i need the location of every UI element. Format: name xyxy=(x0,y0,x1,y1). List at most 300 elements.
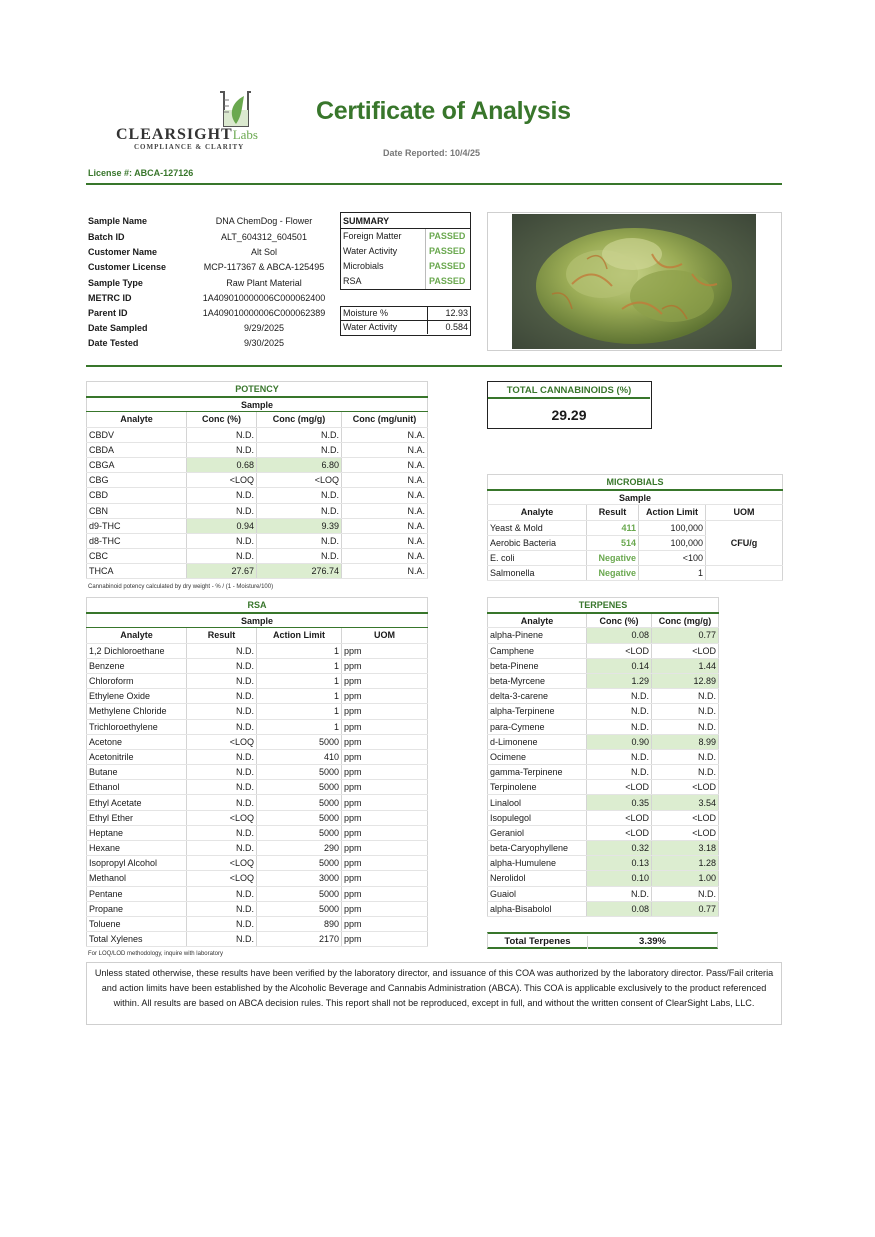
table-cell: 5000 xyxy=(257,825,342,840)
table-cell: Terpinolene xyxy=(488,780,587,795)
table-cell: 1,2 Dichloroethane xyxy=(87,643,187,658)
moisture-value: 12.93 xyxy=(445,308,468,318)
table-cell: Hexane xyxy=(87,841,187,856)
table-cell: 5000 xyxy=(257,795,342,810)
table-row xyxy=(87,932,428,947)
summary-label: Water Activity xyxy=(343,246,398,256)
company-logo xyxy=(112,88,262,154)
table-row xyxy=(488,520,783,535)
table-cell: CBDA xyxy=(87,442,187,457)
table-cell: d9-THC xyxy=(87,518,187,533)
sample-value: MCP-117367 & ABCA-125495 xyxy=(203,262,325,272)
table-cell: ppm xyxy=(342,689,428,704)
total-cannabinoids-value: 29.29 xyxy=(551,407,587,423)
table-cell: N.D. xyxy=(187,916,257,931)
table-cell: N.D. xyxy=(587,749,652,764)
table-cell: N.D. xyxy=(187,886,257,901)
rsa-table xyxy=(86,597,428,947)
table-cell: <LOD xyxy=(587,780,652,795)
rsa-subtitle: Sample xyxy=(87,613,428,628)
table-cell: Total Xylenes xyxy=(87,932,187,947)
moisture-box xyxy=(340,306,471,336)
table-cell: Acetone xyxy=(87,734,187,749)
summary-label: Foreign Matter xyxy=(343,231,402,241)
table-cell: ppm xyxy=(342,825,428,840)
table-cell: 0.90 xyxy=(587,734,652,749)
summary-status: PASSED xyxy=(429,276,466,286)
table-header-row xyxy=(87,613,428,628)
table-row xyxy=(488,810,719,825)
summary-row xyxy=(343,229,468,244)
table-cell: N.D. xyxy=(257,427,342,442)
table-cell: <LOD xyxy=(652,810,719,825)
table-cell: N.D. xyxy=(257,488,342,503)
column-header: Analyte xyxy=(488,505,587,520)
summary-row xyxy=(343,244,468,259)
table-cell: N.A. xyxy=(342,533,428,548)
table-cell: N.D. xyxy=(652,749,719,764)
sample-value: 9/29/2025 xyxy=(243,323,285,333)
table-cell: N.D. xyxy=(187,841,257,856)
moisture-label: Moisture % xyxy=(343,308,389,318)
table-cell: N.D. xyxy=(187,643,257,658)
disclaimer: Unless stated otherwise, these results have been verified by the laboratory director, and issuance of this COA was authorized by the laboratory director. Pass/Fail criteria and action limits have been established by the Alcoholic Beverage and Cannabis Administration (ABCA). This COA is applicable exclusively to the product referenced within. All results are based on ABCA decision rules. This report shall not be reproduced, except in full, and without the written consent of ClearSight Labs, LLC. xyxy=(86,962,782,1025)
table-cell: N.D. xyxy=(187,549,257,564)
column-header: UOM xyxy=(342,628,428,643)
table-row xyxy=(488,643,719,658)
table-cell: <100 xyxy=(639,550,706,565)
table-cell: Toluene xyxy=(87,916,187,931)
table-row xyxy=(488,628,719,643)
total-cannabinoids-box xyxy=(487,381,652,429)
table-cell: N.D. xyxy=(187,795,257,810)
sample-value: 9/30/2025 xyxy=(243,338,285,348)
microbials-uom: CFU/g xyxy=(706,520,783,566)
table-cell: 1 xyxy=(257,673,342,688)
table-cell: N.D. xyxy=(187,658,257,673)
table-row xyxy=(87,643,428,658)
table-cell: Ethylene Oxide xyxy=(87,689,187,704)
summary-status: PASSED xyxy=(429,246,466,256)
table-row xyxy=(87,503,428,518)
table-row xyxy=(488,856,719,871)
table-row xyxy=(488,825,719,840)
table-row xyxy=(87,825,428,840)
table-cell: <LOQ xyxy=(187,810,257,825)
table-cell: N.D. xyxy=(652,704,719,719)
table-cell: CBC xyxy=(87,549,187,564)
summary-status: PASSED xyxy=(429,231,466,241)
table-row xyxy=(488,780,719,795)
divider xyxy=(86,183,782,185)
table-cell: ppm xyxy=(342,886,428,901)
summary-row xyxy=(343,259,468,274)
table-cell: 5000 xyxy=(257,780,342,795)
table-row xyxy=(87,704,428,719)
terpenes-table xyxy=(487,597,719,917)
table-cell: <LOD xyxy=(587,810,652,825)
table-cell: 1.28 xyxy=(652,856,719,871)
sample-value: ALT_604312_604501 xyxy=(221,232,307,242)
table-cell: 890 xyxy=(257,916,342,931)
table-cell: 1 xyxy=(257,719,342,734)
table-cell: 5000 xyxy=(257,765,342,780)
table-cell xyxy=(706,566,783,581)
table-cell: N.D. xyxy=(257,533,342,548)
total-terpenes-value: 3.39% xyxy=(587,936,717,949)
column-header: Result xyxy=(587,505,639,520)
table-cell: ppm xyxy=(342,704,428,719)
column-header: Action Limit xyxy=(639,505,706,520)
table-cell: 3.18 xyxy=(652,841,719,856)
table-cell: 100,000 xyxy=(639,520,706,535)
table-cell: Geraniol xyxy=(488,825,587,840)
table-cell: beta-Pinene xyxy=(488,658,587,673)
divider xyxy=(86,365,782,367)
table-cell: 410 xyxy=(257,749,342,764)
table-row xyxy=(87,749,428,764)
table-row xyxy=(87,871,428,886)
table-cell: 3.54 xyxy=(652,795,719,810)
sample-label: Batch ID xyxy=(88,232,125,242)
table-row xyxy=(488,795,719,810)
table-cell: ppm xyxy=(342,780,428,795)
table-cell: 6.80 xyxy=(257,457,342,472)
potency-title: POTENCY xyxy=(87,382,428,397)
table-row xyxy=(87,564,428,579)
table-header-row xyxy=(488,475,783,490)
table-cell: 0.35 xyxy=(587,795,652,810)
table-cell: 514 xyxy=(587,535,639,550)
table-cell: <LOQ xyxy=(187,871,257,886)
microbials-table xyxy=(487,474,783,581)
table-cell: 5000 xyxy=(257,886,342,901)
table-cell: Propane xyxy=(87,901,187,916)
cannabis-flower-image xyxy=(512,214,756,349)
table-cell: 0.94 xyxy=(187,518,257,533)
table-cell: 276.74 xyxy=(257,564,342,579)
table-cell: N.D. xyxy=(187,442,257,457)
table-cell: N.D. xyxy=(587,704,652,719)
table-row xyxy=(488,673,719,688)
table-row xyxy=(488,704,719,719)
table-row xyxy=(87,518,428,533)
table-cell: N.A. xyxy=(342,473,428,488)
table-header-row xyxy=(488,613,719,628)
summary-label: Microbials xyxy=(343,261,384,271)
microbials-title: MICROBIALS xyxy=(488,475,783,490)
table-cell: 1.29 xyxy=(587,673,652,688)
table-cell: ppm xyxy=(342,901,428,916)
table-cell: 0.77 xyxy=(652,628,719,643)
table-row xyxy=(87,810,428,825)
table-cell: THCA xyxy=(87,564,187,579)
table-cell: E. coli xyxy=(488,550,587,565)
potency-note: Cannabinoid potency calculated by dry weight - % / (1 - Moisture/100) xyxy=(88,584,274,590)
column-header: Conc (mg/g) xyxy=(652,613,719,628)
water-activity-label: Water Activity xyxy=(343,322,398,332)
table-cell: 0.68 xyxy=(187,457,257,472)
table-cell: N.D. xyxy=(587,765,652,780)
table-row xyxy=(87,473,428,488)
column-header: Analyte xyxy=(87,412,187,427)
table-cell: N.D. xyxy=(587,689,652,704)
table-cell: N.D. xyxy=(652,886,719,901)
table-cell: ppm xyxy=(342,810,428,825)
table-row xyxy=(488,765,719,780)
table-cell: CBGA xyxy=(87,457,187,472)
table-cell: Linalool xyxy=(488,795,587,810)
logo-labs: Labs xyxy=(232,127,258,142)
table-cell: 5000 xyxy=(257,901,342,916)
table-cell: ppm xyxy=(342,719,428,734)
table-cell: ppm xyxy=(342,932,428,947)
sample-label: Sample Name xyxy=(88,216,148,226)
table-cell: N.A. xyxy=(342,564,428,579)
table-row xyxy=(87,734,428,749)
table-row xyxy=(488,886,719,901)
table-cell: N.D. xyxy=(187,427,257,442)
table-cell: 100,000 xyxy=(639,535,706,550)
table-cell: Isopropyl Alcohol xyxy=(87,856,187,871)
table-cell: N.D. xyxy=(187,825,257,840)
table-cell: Heptane xyxy=(87,825,187,840)
table-header-row xyxy=(488,490,783,505)
table-cell: 9.39 xyxy=(257,518,342,533)
table-row xyxy=(87,457,428,472)
table-cell: N.A. xyxy=(342,549,428,564)
table-cell: N.D. xyxy=(187,704,257,719)
table-cell: N.A. xyxy=(342,488,428,503)
table-cell: N.A. xyxy=(342,503,428,518)
table-row xyxy=(488,734,719,749)
table-cell: N.D. xyxy=(652,765,719,780)
table-row xyxy=(87,719,428,734)
sample-value: 1A409010000006C000062389 xyxy=(202,308,326,318)
table-cell: ppm xyxy=(342,856,428,871)
column-header: Conc (mg/g) xyxy=(257,412,342,427)
rsa-title: RSA xyxy=(87,598,428,613)
table-header-row xyxy=(87,412,428,427)
table-cell: N.D. xyxy=(587,886,652,901)
table-cell: 0.14 xyxy=(587,658,652,673)
table-cell: Ocimene xyxy=(488,749,587,764)
table-row xyxy=(488,566,783,581)
table-cell: Chloroform xyxy=(87,673,187,688)
water-activity-row xyxy=(341,321,469,335)
table-cell: Acetonitrile xyxy=(87,749,187,764)
table-row xyxy=(87,442,428,457)
table-row xyxy=(488,841,719,856)
table-cell: Ethyl Ether xyxy=(87,810,187,825)
column-header: UOM xyxy=(706,505,783,520)
terpenes-title: TERPENES xyxy=(488,598,719,613)
table-cell: N.D. xyxy=(187,932,257,947)
table-cell: <LOQ xyxy=(187,473,257,488)
table-cell: beta-Myrcene xyxy=(488,673,587,688)
table-cell: 0.10 xyxy=(587,871,652,886)
table-cell: 5000 xyxy=(257,734,342,749)
table-cell: CBDV xyxy=(87,427,187,442)
table-cell: 27.67 xyxy=(187,564,257,579)
table-cell: 1 xyxy=(257,704,342,719)
total-cannabinoids-label: TOTAL CANNABINOIDS (%) xyxy=(488,382,650,399)
table-row xyxy=(87,795,428,810)
table-cell: Isopulegol xyxy=(488,810,587,825)
table-row xyxy=(488,901,719,916)
table-cell: beta-Caryophyllene xyxy=(488,841,587,856)
table-cell: N.D. xyxy=(187,719,257,734)
table-cell: <LOD xyxy=(587,825,652,840)
table-cell: alpha-Terpinene xyxy=(488,704,587,719)
table-cell: ppm xyxy=(342,765,428,780)
table-row xyxy=(488,871,719,886)
sample-photo xyxy=(512,214,756,349)
table-cell: Butane xyxy=(87,765,187,780)
table-header-row xyxy=(87,382,428,397)
table-cell: ppm xyxy=(342,871,428,886)
table-row xyxy=(87,886,428,901)
table-cell: N.A. xyxy=(342,457,428,472)
table-cell: N.D. xyxy=(187,533,257,548)
table-cell: Pentane xyxy=(87,886,187,901)
table-cell: N.D. xyxy=(187,749,257,764)
column-header: Conc (%) xyxy=(587,613,652,628)
column-header: Conc (mg/unit) xyxy=(342,412,428,427)
table-row xyxy=(488,658,719,673)
column-header: Result xyxy=(187,628,257,643)
table-cell: 2170 xyxy=(257,932,342,947)
table-row xyxy=(87,673,428,688)
summary-row xyxy=(343,274,468,289)
table-cell: N.A. xyxy=(342,442,428,457)
table-cell: Salmonella xyxy=(488,566,587,581)
page-title: Certificate of Analysis xyxy=(316,97,571,125)
table-cell: 0.08 xyxy=(587,901,652,916)
table-cell: N.A. xyxy=(342,427,428,442)
column-header: Conc (%) xyxy=(187,412,257,427)
table-cell: N.D. xyxy=(257,549,342,564)
table-cell: para-Cymene xyxy=(488,719,587,734)
logo-name: CLEARSIGHT xyxy=(116,126,233,143)
table-cell: N.D. xyxy=(187,901,257,916)
table-cell: N.D. xyxy=(187,689,257,704)
table-row xyxy=(87,765,428,780)
table-row xyxy=(87,533,428,548)
table-cell: N.A. xyxy=(342,518,428,533)
table-cell: N.D. xyxy=(257,503,342,518)
table-cell: 5000 xyxy=(257,856,342,871)
table-cell: 0.77 xyxy=(652,901,719,916)
table-cell: Ethyl Acetate xyxy=(87,795,187,810)
sample-value: Raw Plant Material xyxy=(226,278,302,288)
microbials-subtitle: Sample xyxy=(488,490,783,505)
table-cell: <LOD xyxy=(652,825,719,840)
table-row xyxy=(87,488,428,503)
table-cell: 0.32 xyxy=(587,841,652,856)
table-cell: Benzene xyxy=(87,658,187,673)
table-cell: Camphene xyxy=(488,643,587,658)
table-cell: Ethanol xyxy=(87,780,187,795)
table-cell: <LOQ xyxy=(187,856,257,871)
table-row xyxy=(87,549,428,564)
table-cell: Aerobic Bacteria xyxy=(488,535,587,550)
table-cell: alpha-Pinene xyxy=(488,628,587,643)
total-terpenes-box xyxy=(487,932,718,949)
table-cell: 1 xyxy=(257,689,342,704)
column-header: Analyte xyxy=(87,628,187,643)
table-cell: 8.99 xyxy=(652,734,719,749)
beaker-icon xyxy=(218,90,252,130)
logo-tagline: COMPLIANCE & CLARITY xyxy=(134,143,245,151)
table-cell: 1.00 xyxy=(652,871,719,886)
table-cell: Methylene Chloride xyxy=(87,704,187,719)
table-cell: Guaiol xyxy=(488,886,587,901)
table-cell: CBG xyxy=(87,473,187,488)
summary-label: RSA xyxy=(343,276,362,286)
table-cell: <LOD xyxy=(652,780,719,795)
table-cell: ppm xyxy=(342,795,428,810)
table-cell: N.D. xyxy=(187,488,257,503)
table-row xyxy=(87,658,428,673)
summary-box xyxy=(340,212,471,290)
table-cell: <LOQ xyxy=(257,473,342,488)
table-cell: Trichloroethylene xyxy=(87,719,187,734)
table-cell: 411 xyxy=(587,520,639,535)
table-cell: Methanol xyxy=(87,871,187,886)
summary-title: SUMMARY xyxy=(343,216,390,226)
table-cell: 5000 xyxy=(257,810,342,825)
sample-label: Customer Name xyxy=(88,247,158,257)
sample-label: METRC ID xyxy=(88,293,132,303)
table-row xyxy=(87,916,428,931)
column-header: Analyte xyxy=(488,613,587,628)
table-cell: 3000 xyxy=(257,871,342,886)
table-header-row xyxy=(87,397,428,412)
rsa-note: For LOQ/LOD methodology, inquire with laboratory xyxy=(88,951,223,957)
table-cell: N.D. xyxy=(187,673,257,688)
table-cell: Nerolidol xyxy=(488,871,587,886)
table-cell: ppm xyxy=(342,643,428,658)
table-row xyxy=(488,749,719,764)
table-cell: ppm xyxy=(342,658,428,673)
table-cell: ppm xyxy=(342,673,428,688)
table-cell: ppm xyxy=(342,841,428,856)
table-row xyxy=(488,689,719,704)
sample-value: Alt Sol xyxy=(250,247,277,257)
table-row xyxy=(488,719,719,734)
table-cell: alpha-Bisabolol xyxy=(488,901,587,916)
summary-status: PASSED xyxy=(429,261,466,271)
table-cell: N.D. xyxy=(187,765,257,780)
table-header-row xyxy=(87,598,428,613)
moisture-row xyxy=(341,307,469,321)
table-cell: CBD xyxy=(87,488,187,503)
sample-value: DNA ChemDog - Flower xyxy=(215,216,313,226)
table-cell: <LOD xyxy=(652,643,719,658)
total-terpenes-label: Total Terpenes xyxy=(504,936,571,947)
table-cell: alpha-Humulene xyxy=(488,856,587,871)
water-activity-value: 0.584 xyxy=(445,322,468,332)
table-cell: Yeast & Mold xyxy=(488,520,587,535)
table-row xyxy=(87,901,428,916)
table-row xyxy=(87,427,428,442)
table-cell: 1.44 xyxy=(652,658,719,673)
sample-label: Date Sampled xyxy=(88,323,148,333)
potency-table xyxy=(86,381,428,579)
table-cell: 1 xyxy=(639,566,706,581)
table-cell: N.D. xyxy=(652,719,719,734)
